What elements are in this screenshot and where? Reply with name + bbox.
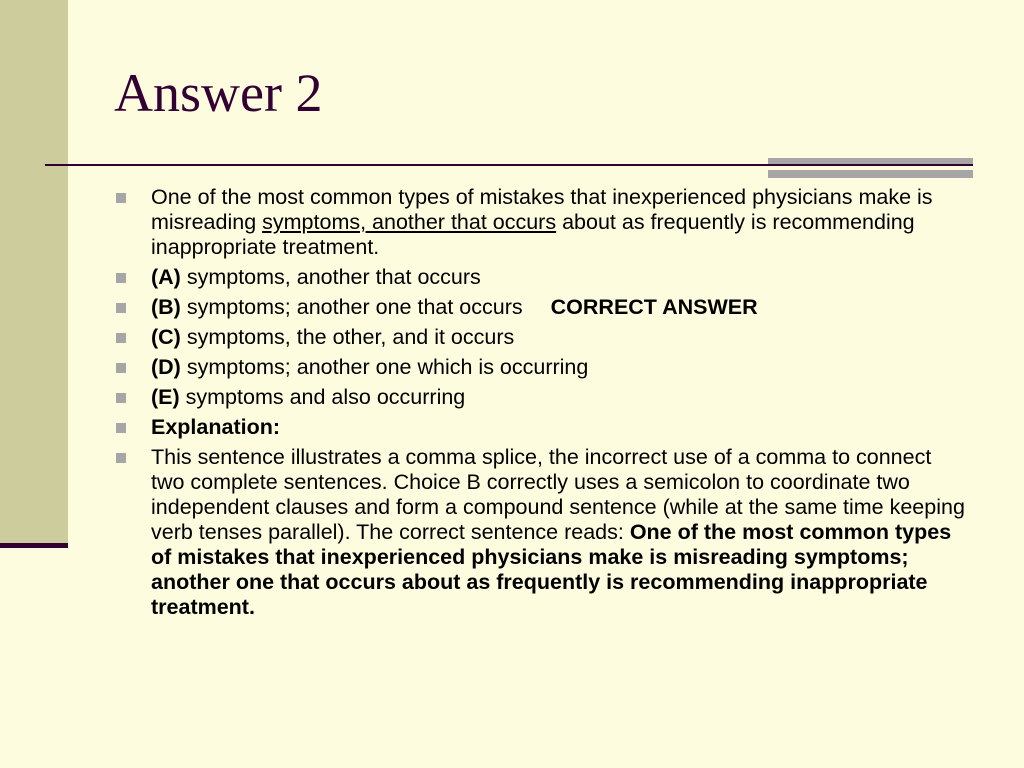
title-divider [45, 164, 973, 166]
slide-title: Answer 2 [114, 63, 323, 123]
option-d-letter: (D) [151, 355, 181, 379]
accent-bar-bottom [768, 170, 973, 178]
option-a-item [114, 265, 974, 290]
option-d-text [151, 355, 966, 380]
option-b-letter: (B) [151, 295, 181, 319]
explanation-item [114, 445, 974, 620]
left-decorative-band [0, 0, 68, 543]
option-e-letter: (E) [151, 385, 180, 409]
question-text [151, 185, 966, 260]
option-c-text [151, 325, 966, 350]
left-band-underline [0, 543, 68, 548]
explanation-heading-text: Explanation: [151, 415, 281, 439]
option-a-letter: (A) [151, 265, 181, 289]
option-e-item [114, 385, 974, 410]
question-text-before: One of the most common types of mistakes that inexperienced physicians make is misreading [151, 185, 933, 234]
option-c-item [114, 325, 974, 350]
explanation-heading [151, 415, 966, 440]
explanation-body: This sentence illustrates a comma splice, the incorrect use of a comma to connect two complete sentences. Choice B correctly uses a semicolon to coordinate two independent clauses and form a compound sentence (while at the same time keeping verb tenses parallel). The correct sentence reads: [151, 445, 965, 544]
option-d-item [114, 355, 974, 380]
square-bullet-icon [116, 303, 126, 313]
explanation-heading-item [114, 415, 974, 440]
square-bullet-icon [116, 363, 126, 373]
explanation-corrected-sentence: One of the most common types of mistakes that inexperienced physicians make is misreading symptoms; another one that occurs about as frequently is recommending inappropriate treatment. [151, 520, 952, 619]
square-bullet-icon [116, 423, 126, 433]
option-e-choice: symptoms and also occurring [179, 385, 466, 409]
explanation-text [151, 445, 966, 620]
question-text-after: about as frequently is recommending inappropriate treatment. [151, 210, 915, 259]
option-b-item [114, 295, 974, 320]
bullet-list [114, 180, 974, 620]
option-a-choice: symptoms, another that occurs [180, 265, 481, 289]
option-e-text [151, 385, 966, 410]
square-bullet-icon [116, 453, 126, 463]
option-c-choice: symptoms, the other, and it occurs [180, 325, 515, 349]
accent-bar-top [768, 158, 973, 164]
square-bullet-icon [116, 273, 126, 283]
option-c-letter: (C) [151, 325, 181, 349]
option-b-choice: symptoms; another one that occurs [180, 295, 523, 319]
square-bullet-icon [116, 193, 126, 203]
option-b-text [151, 295, 966, 320]
square-bullet-icon [116, 333, 126, 343]
square-bullet-icon [116, 393, 126, 403]
option-a-text [151, 265, 966, 290]
question-item [114, 185, 974, 260]
option-d-choice: symptoms; another one which is occurring [180, 355, 589, 379]
correct-answer-tag: CORRECT ANSWER [550, 295, 758, 319]
question-underlined-phrase: symptoms, another that occurs [262, 210, 557, 234]
